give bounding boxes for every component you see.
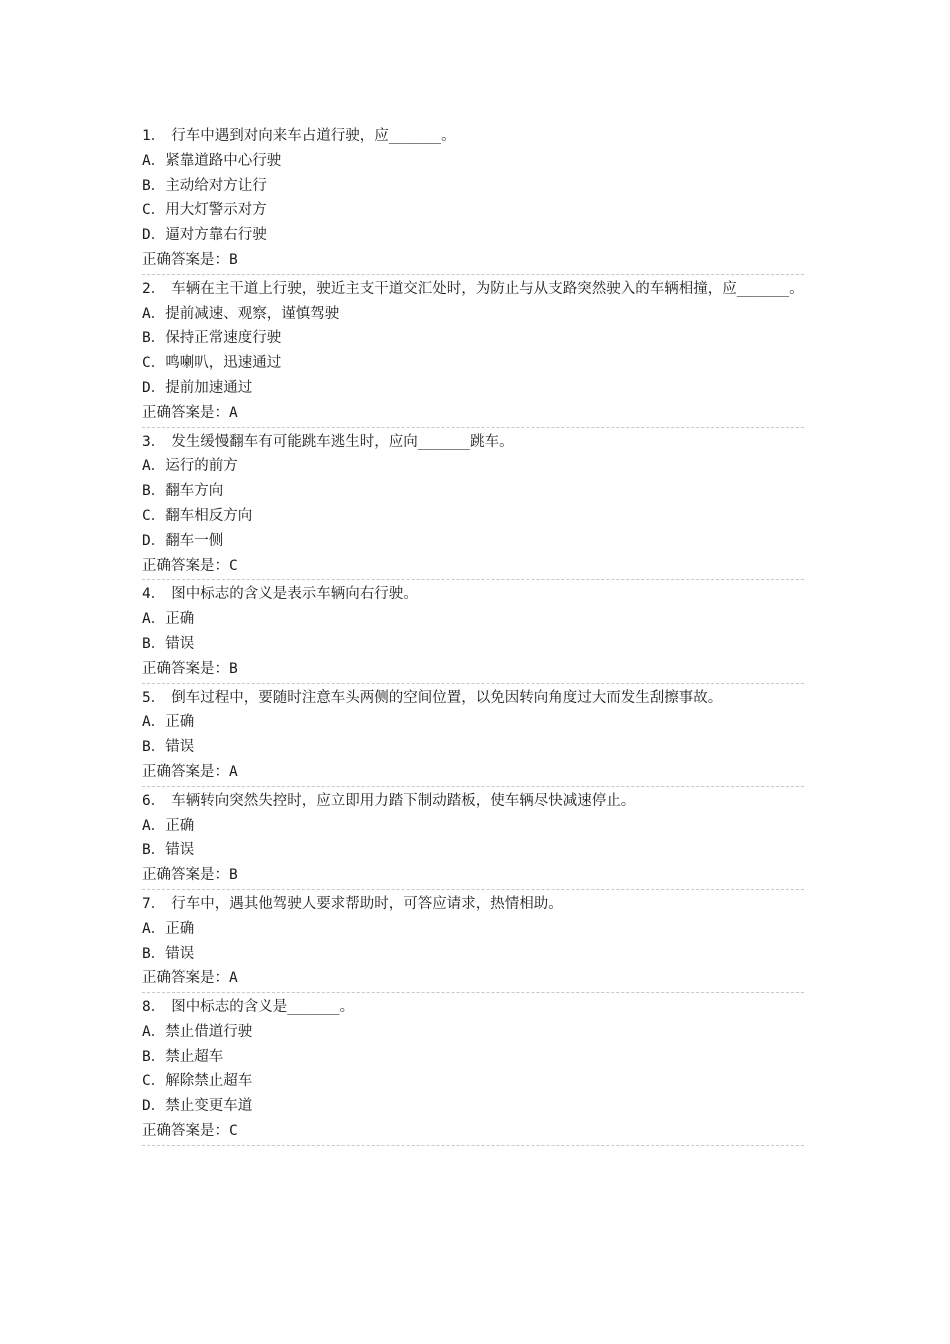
option-d: D．翻车一侧: [142, 532, 224, 549]
question-8: [142, 995, 804, 1146]
question-3: [142, 430, 804, 581]
question-text: 行车中遇到对向来车占道行驶，应______。: [171, 128, 456, 144]
question-number: 2．: [142, 280, 166, 297]
question-number: 3．: [142, 433, 166, 450]
question-number: 8．: [142, 999, 166, 1016]
option-c: C．用大灯警示对方: [142, 202, 267, 219]
question-stem: [142, 430, 804, 455]
question-6: [142, 789, 804, 890]
answer-label: 正确答案是：: [142, 763, 229, 780]
question-number: 7．: [142, 895, 166, 912]
answer-value: A: [229, 404, 238, 421]
answer-label: 正确答案是：: [142, 970, 229, 987]
option-a: A．正确: [142, 817, 195, 834]
question-text: 图中标志的含义是______。: [171, 999, 355, 1016]
option-b: B．错误: [142, 945, 195, 962]
correct-answer: [142, 1119, 804, 1144]
option-d: D．逼对方靠右行驶: [142, 227, 267, 244]
answer-value: B: [229, 660, 238, 677]
answer-value: A: [229, 970, 238, 987]
question-5: [142, 686, 804, 787]
answer-label: 正确答案是：: [142, 557, 229, 574]
option-c: C．翻车相反方向: [142, 507, 253, 524]
question-stem: [142, 892, 804, 917]
option-b: B．保持正常速度行驶: [142, 330, 282, 347]
correct-answer: [142, 760, 804, 785]
option-b: B．主动给对方让行: [142, 177, 267, 194]
option-b: B．错误: [142, 842, 195, 859]
option-b: B．错误: [142, 635, 195, 652]
question-stem: [142, 789, 804, 814]
correct-answer: [142, 248, 804, 273]
option-a: A．紧靠道路中心行驶: [142, 152, 282, 169]
question-1: [142, 124, 804, 275]
question-4: [142, 582, 804, 683]
question-2: [142, 277, 804, 428]
correct-answer: [142, 657, 804, 682]
option-a: A．正确: [142, 920, 195, 937]
option-a: A．提前减速、观察，谨慎驾驶: [142, 305, 340, 322]
option-b: B．错误: [142, 739, 195, 756]
option-c: C．解除禁止超车: [142, 1073, 253, 1090]
option-d: D．提前加速通过: [142, 379, 253, 396]
question-text: 发生缓慢翻车有可能跳车逃生时，应向______跳车。: [171, 433, 514, 450]
option-c: C．鸣喇叭，迅速通过: [142, 355, 282, 372]
correct-answer: [142, 966, 804, 991]
answer-label: 正确答案是：: [142, 867, 229, 884]
answer-value: C: [229, 557, 238, 574]
answer-value: B: [229, 251, 238, 268]
option-a: A．正确: [142, 611, 195, 628]
question-text: 车辆转向突然失控时，应立即用力踏下制动踏板，使车辆尽快减速停止。: [171, 792, 636, 809]
answer-label: 正确答案是：: [142, 404, 229, 421]
question-stem: [142, 995, 804, 1020]
question-stem: [142, 124, 804, 149]
correct-answer: [142, 554, 804, 579]
option-a: A．运行的前方: [142, 458, 238, 475]
question-7: [142, 892, 804, 993]
option-b: B．禁止超车: [142, 1048, 224, 1065]
question-stem: [142, 277, 804, 302]
option-a: A．禁止借道行驶: [142, 1023, 253, 1040]
question-number: 1．: [142, 128, 166, 144]
question-number: 5．: [142, 689, 166, 706]
question-list: [142, 124, 804, 1148]
question-text: 倒车过程中，要随时注意车头两侧的空间位置，以免因转向角度过大而发生刮擦事故。: [171, 689, 723, 706]
question-number: 6．: [142, 792, 166, 809]
question-number: 4．: [142, 586, 166, 603]
question-stem: [142, 686, 804, 711]
answer-label: 正确答案是：: [142, 1123, 229, 1140]
question-stem: [142, 582, 804, 607]
answer-label: 正确答案是：: [142, 251, 229, 268]
option-a: A．正确: [142, 714, 195, 731]
answer-value: B: [229, 867, 238, 884]
answer-label: 正确答案是：: [142, 660, 229, 677]
question-text: 车辆在主干道上行驶，驶近主支干道交汇处时，为防止与从支路突然驶入的车辆相撞，应______。: [171, 280, 804, 297]
correct-answer: [142, 401, 804, 426]
option-b: B．翻车方向: [142, 483, 224, 500]
question-text: 行车中，遇其他驾驶人要求帮助时，可答应请求，热情相助。: [171, 895, 563, 912]
answer-value: C: [229, 1123, 238, 1140]
answer-value: A: [229, 763, 238, 780]
question-text: 图中标志的含义是表示车辆向右行驶。: [171, 586, 418, 603]
correct-answer: [142, 863, 804, 888]
option-d: D．禁止变更车道: [142, 1098, 253, 1115]
